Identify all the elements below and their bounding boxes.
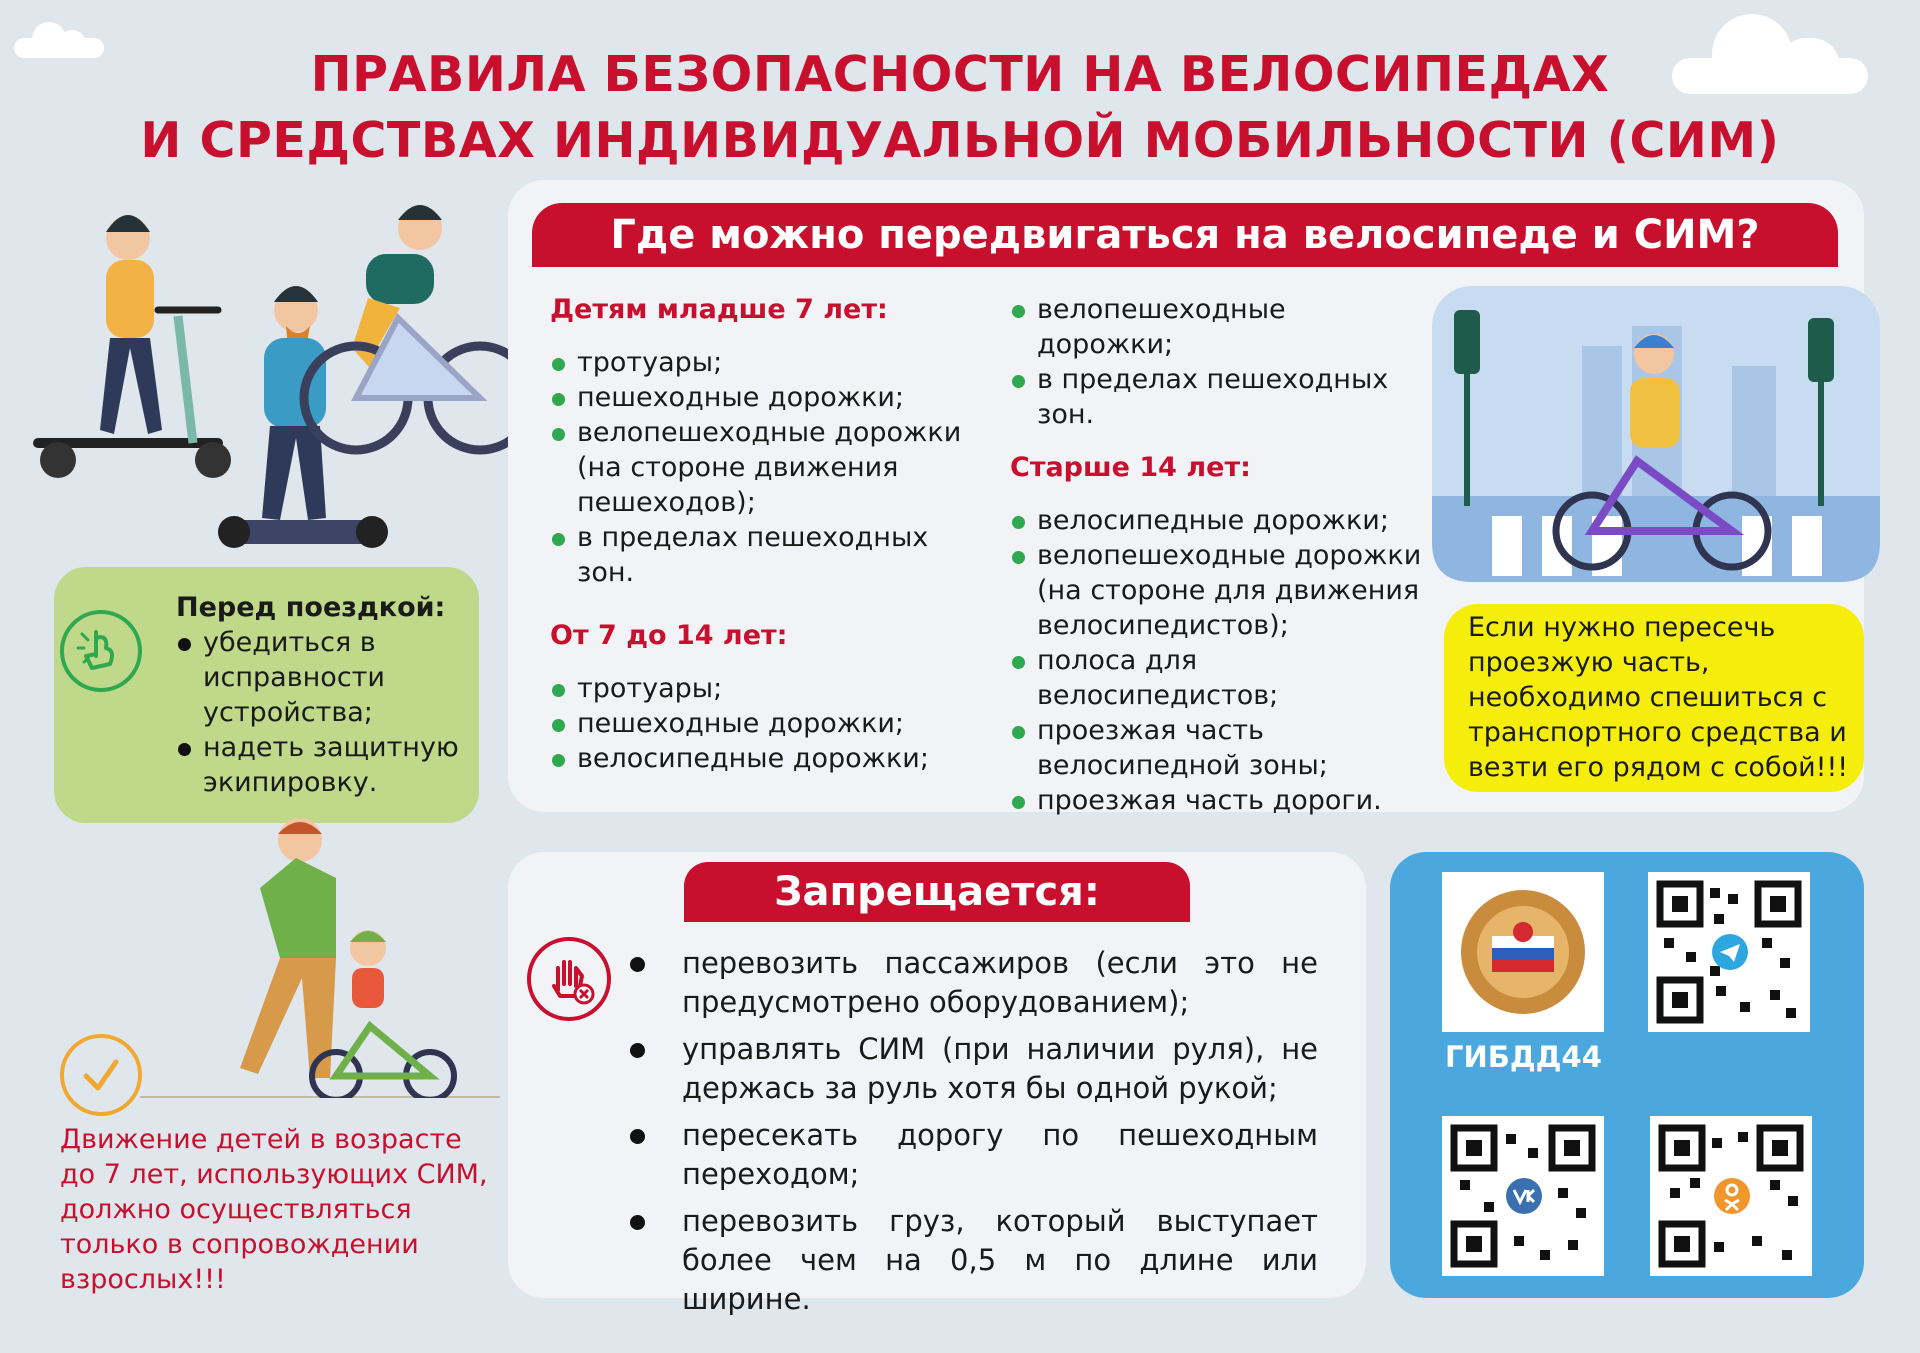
over-14-list <box>1010 503 1430 818</box>
forbidden-header: Запрещается: <box>684 862 1190 922</box>
hand-stop-icon <box>527 937 611 1021</box>
ok-qr[interactable] <box>1650 1116 1812 1276</box>
under-7-list <box>550 345 970 590</box>
age-7-14-list-b <box>1010 292 1430 432</box>
list-item: тротуары; <box>550 671 970 706</box>
list-item: в пределах пешеходных зон. <box>550 520 970 590</box>
police-emblem-tile[interactable] <box>1442 872 1604 1032</box>
crosswalk-illustration <box>1432 286 1880 582</box>
under-7-heading: Детям младше 7 лет: <box>550 294 888 325</box>
list-item: перевозить груз, который выступает более чем на 0,5 м по длине или ширине. <box>682 1202 1318 1319</box>
finger-icon <box>60 610 142 692</box>
list-item: убедиться в исправности устройства; <box>176 625 476 730</box>
list-item: полоса для велосипедистов; <box>1010 643 1430 713</box>
title-line-1: ПРАВИЛА БЕЗОПАСНОСТИ НА ВЕЛОСИПЕДАХ <box>310 46 1610 103</box>
over-14-heading: Старше 14 лет: <box>1010 452 1251 483</box>
telegram-qr[interactable] <box>1648 872 1810 1032</box>
crossing-note: Если нужно пересечь проезжую часть, необходимо спешиться с транспортного средства и везти его рядом с собой!!! <box>1468 612 1849 783</box>
list-item: тротуары; <box>550 345 970 380</box>
list-item: в пределах пешеходных зон. <box>1010 362 1430 432</box>
list-item: велопешеходные дорожки (на стороне движения пешеходов); <box>550 415 970 520</box>
forbidden-list <box>682 944 1318 1327</box>
list-item: перевозить пассажиров (если это не предусмотрено оборудованием); <box>682 944 1318 1022</box>
column-under-7 <box>550 292 970 776</box>
before-trip-list <box>176 625 476 800</box>
telegram-icon <box>1712 934 1748 970</box>
list-item: велосипедные дорожки; <box>550 741 970 776</box>
title-line-2: И СРЕДСТВАХ ИНДИВИДУАЛЬНОЙ МОБИЛЬНОСТИ (СИМ) <box>140 112 1780 169</box>
list-item: велопешеходные дорожки (на стороне для движения велосипедистов); <box>1010 538 1430 643</box>
column-over-7 <box>1010 292 1430 818</box>
hand-ok-icon <box>60 1034 142 1116</box>
before-trip-heading: Перед поездкой: <box>176 592 446 623</box>
list-item: велосипедные дорожки; <box>1010 503 1430 538</box>
list-item: пешеходные дорожки; <box>550 706 970 741</box>
list-item: пересекать дорогу по пешеходным переходом; <box>682 1116 1318 1194</box>
page-title <box>0 42 1920 174</box>
riders-illustration <box>18 198 518 578</box>
gibdd-label: ГИБДД44 <box>1445 1040 1602 1074</box>
list-item: управлять СИМ (при наличии руля), не держась за руль хотя бы одной рукой; <box>682 1030 1318 1108</box>
age-7-14-list-a <box>550 671 970 776</box>
before-trip-content <box>176 590 476 800</box>
list-item: пешеходные дорожки; <box>550 380 970 415</box>
list-item: проезжая часть дороги. <box>1010 783 1430 818</box>
list-item: надеть защитную экипировку. <box>176 730 476 800</box>
parent-child-illustration <box>140 818 500 1098</box>
list-item: велопешеходные дорожки; <box>1010 292 1430 362</box>
where-header: Где можно передвигаться на велосипеде и СИМ? <box>532 203 1838 267</box>
children-note: Движение детей в возрасте до 7 лет, использующих СИМ, должно осуществляться только в сопровождении взрослых!!! <box>60 1124 488 1295</box>
vk-icon <box>1506 1178 1542 1214</box>
ok-icon <box>1714 1178 1750 1214</box>
vk-qr[interactable] <box>1442 1116 1604 1276</box>
police-emblem-icon <box>1444 874 1602 1030</box>
list-item: проезжая часть велосипедной зоны; <box>1010 713 1430 783</box>
age-7-14-heading: От 7 до 14 лет: <box>550 620 788 651</box>
